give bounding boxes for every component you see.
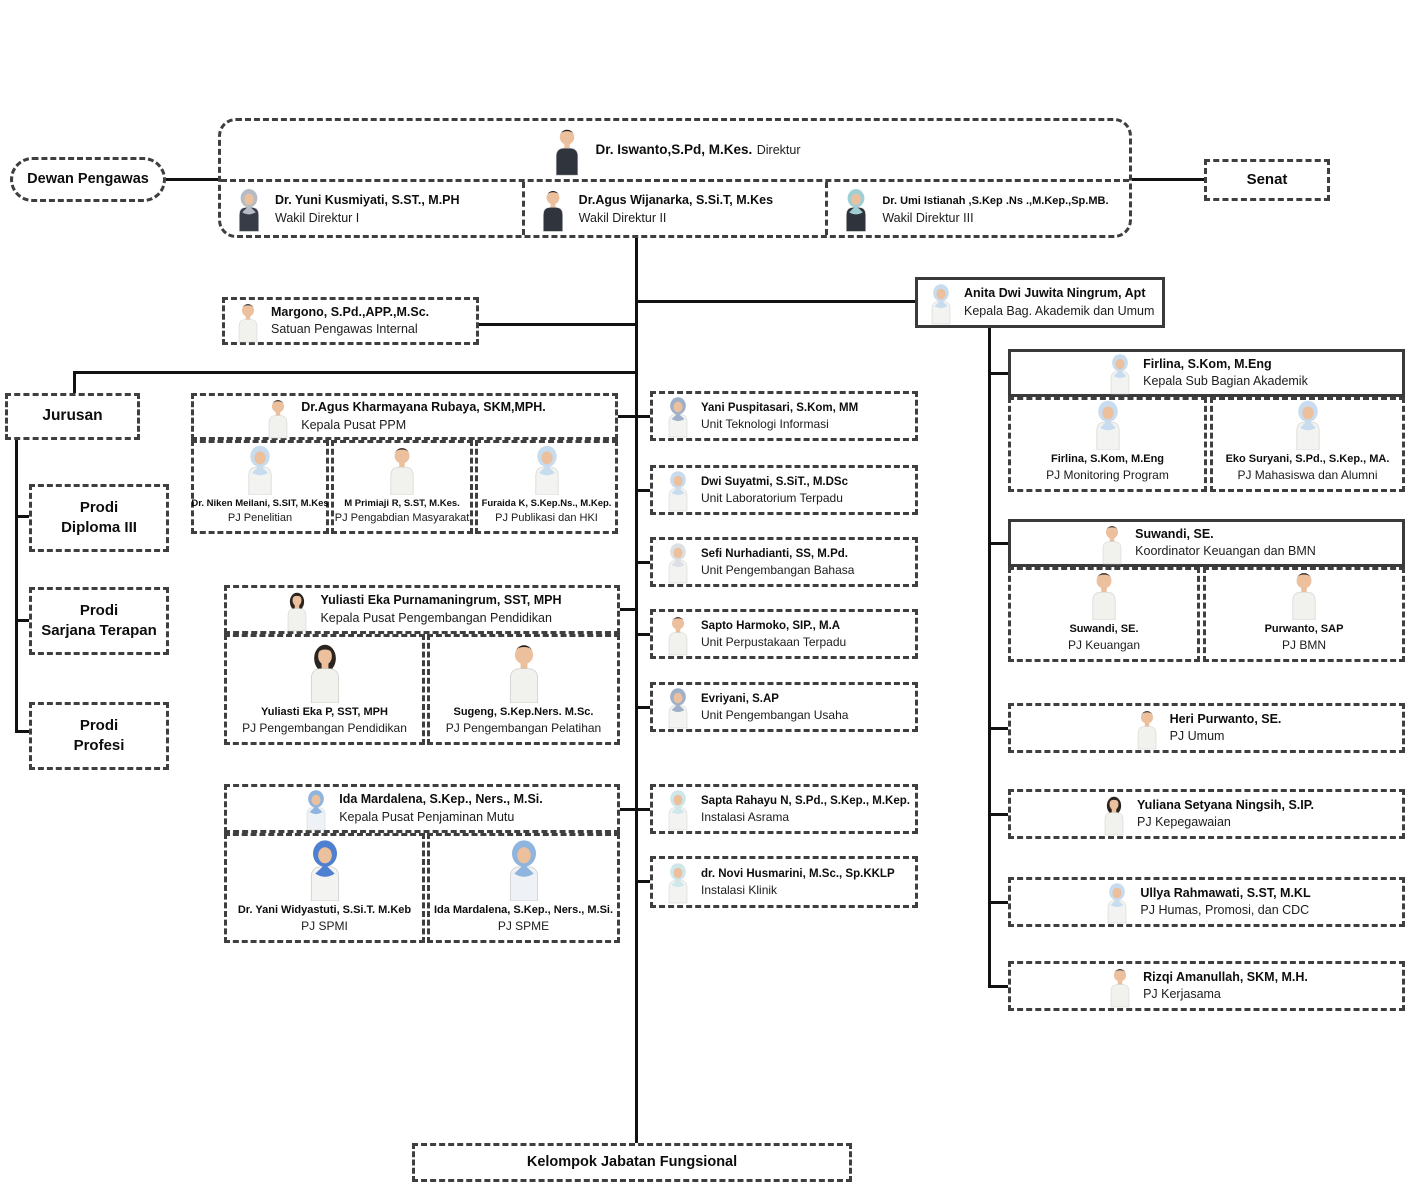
person-photo-akad-pj2 [1289,398,1327,450]
connector-line [166,178,218,181]
person-name: Eko Suryani, S.Pd., S.Kep., MA. [1225,452,1390,465]
prodi-diploma-iii-label-2: Diploma III [61,519,137,536]
connector-line [638,633,650,636]
person-photo-mutu-kepala [301,787,331,831]
connector-line [988,328,991,988]
direktur-name: Dr. Iswanto,S.Pd, M.Kes. [595,142,753,157]
connector-line [635,238,638,1143]
wakil-direktur-3-photo [840,185,872,233]
wakil-direktur-1-card [221,182,522,235]
person-photo-dik-kepala [282,588,312,632]
connector-line [991,727,1008,730]
person-role: Instalasi Asrama [701,809,790,824]
wakil-direktur-1-name: Dr. Yuni Kusmiyati, S.ST., M.PH [275,192,460,207]
person-name: Yuliasti Eka P, SST, MPH [261,705,388,718]
wakil-direktur-3-role: Wakil Direktur III [882,210,974,225]
prodi-diploma-iii-label-1: Prodi [79,498,119,516]
prodi-profesi-label-1: Prodi [79,716,119,734]
person-card-mutu-pj1 [224,833,425,943]
person-photo-unit-ti [663,394,693,438]
person-role: PJ Humas, Promosi, dan CDC [1140,903,1310,917]
person-photo-anita [926,281,956,325]
person-card-anita [915,277,1165,328]
connector-line [991,372,1008,375]
prodi-sarjana-terapan-label-2: Sarjana Terapan [41,622,157,639]
person-photo-unit-bahasa [663,540,693,584]
wakil-direktur-2-photo [537,185,569,233]
person-name: Suwandi, SE. [1135,526,1214,541]
person-role: Unit Pengembangan Usaha [701,707,849,722]
person-card-inst-asrama [650,784,918,834]
jurusan-box [5,393,140,440]
kelompok-jabatan-fungsional-label: Kelompok Jabatan Fungsional [526,1153,738,1170]
connector-line [18,619,29,622]
person-role: Kepala Bag. Akademik dan Umum [964,303,1155,318]
person-card-akad-pj1 [1008,397,1207,492]
person-role: Kepala Pusat Penjaminan Mutu [339,809,515,824]
person-photo-ppm-kepala [263,395,293,439]
senat-label: Senat [1246,170,1288,188]
jurusan-label: Jurusan [42,407,103,425]
person-card-ppm-pj1 [191,440,329,534]
person-photo-inst-asrama [663,787,693,831]
person-role: PJ Pengabdian Masyarakat [334,511,470,524]
person-photo-mutu-pj2 [501,837,547,901]
dewan-pengawas-box [10,157,166,202]
person-name: Firlina, S.Kom, M.Eng [1143,356,1272,371]
person-card-dik-pj1 [224,634,425,745]
wakil-direktur-2-card [522,182,826,235]
connector-line [15,440,18,733]
person-name: Anita Dwi Juwita Ningrum, Apt [964,286,1146,300]
person-name: Furaida K, S.Kep.Ns., M.Kep. [481,498,612,510]
person-role: PJ Umum [1169,729,1225,743]
person-photo-keu-pj1 [1085,568,1123,620]
connector-line [1132,178,1204,181]
person-role: Koordinator Keuangan dan BMN [1135,544,1316,558]
person-name: Evriyani, S.AP [701,692,779,705]
person-photo-akad-kepala [1105,351,1135,395]
person-name: Dwi Suyatmi, S.SiT., M.DSc [701,475,848,488]
direktur-role: Direktur [756,143,801,157]
wakil-direktur-2-name: Dr.Agus Wijanarka, S.Si.T, M.Kes [578,192,774,207]
person-card-akad-kepala [1008,349,1405,397]
prodi-sarjana-terapan-box [29,587,169,655]
connector-line [991,901,1008,904]
person-card-unit-bahasa [650,537,918,587]
person-card-inst-klinik [650,856,918,908]
prodi-sarjana-terapan-label-1: Prodi [79,601,119,619]
person-photo-unit-perpus [663,612,693,656]
wakil-direktur-2-role: Wakil Direktur II [578,210,667,225]
person-role: Unit Pengembangan Bahasa [701,562,855,577]
wakil-direktur-1-role: Wakil Direktur I [275,210,360,225]
person-role: PJ Kepegawaian [1137,815,1231,829]
person-name: Sapto Harmoko, SIP., M.A [701,619,841,632]
person-photo-yuliana [1099,792,1129,836]
person-role: PJ Kerjasama [1143,987,1221,1001]
person-role: Kepala Pusat Pengembangan Pendidikan [320,610,552,625]
direktorat-container [218,118,1132,238]
connector-line [638,300,915,303]
wakil-direktur-3-card [825,182,1129,235]
kelompok-jabatan-fungsional-box [412,1143,852,1182]
wakil-direktur-row [221,179,1129,235]
person-card-margono [222,297,479,345]
prodi-diploma-iii-box [29,484,169,552]
person-name: Margono, S.Pd.,APP.,M.Sc. [271,304,430,319]
connector-line [73,371,635,374]
person-photo-margono [233,299,263,343]
person-card-yuliana [1008,789,1405,839]
person-name: Rizqi Amanullah, SKM, M.H. [1143,969,1308,984]
person-role: Instalasi Klinik [701,882,778,897]
connector-line [618,415,650,418]
person-role: PJ Pengembangan Pendidikan [242,721,407,736]
person-card-keu-pj1 [1008,567,1200,662]
person-name: Dr. Yani Widyastuti, S.Si.T. M.Keb [237,903,412,916]
connector-line [479,323,635,326]
person-role: PJ SPMI [301,919,348,934]
person-name: Sefi Nurhadianti, SS, M.Pd. [701,547,848,560]
connector-line [638,706,650,709]
person-card-ppm-pj3 [475,440,618,534]
person-photo-heri [1132,706,1162,750]
person-name: M Primiaji R, S.ST, M.Kes. [344,498,460,510]
person-photo-inst-klinik [663,860,693,904]
person-card-ppm-kepala [191,393,618,440]
wakil-direktur-3-name: Dr. Umi Istianah ,S.Kep .Ns .,M.Kep.,Sp.MB. [882,194,1109,207]
person-photo-ppm-pj3 [528,443,566,495]
prodi-profesi-label-2: Profesi [73,737,125,754]
connector-line [620,808,650,811]
person-name: Yuliana Setyana Ningsih, S.IP. [1137,797,1314,812]
person-card-unit-ti [650,391,918,441]
person-name: Dr.Agus Kharmayana Rubaya, SKM,MPH. [301,400,546,414]
person-name: Suwandi, SE. [1069,622,1139,635]
person-name: Yani Puspitasari, S.Kom, MM [701,401,859,414]
person-photo-ullya [1102,880,1132,924]
person-name: Sugeng, S.Kep.Ners. M.Sc. [453,705,594,718]
person-card-unit-usaha [650,682,918,732]
person-photo-ppm-pj2 [383,443,421,495]
person-photo-dik-pj1 [302,639,348,703]
person-role: Kepala Sub Bagian Akademik [1143,374,1308,388]
connector-line [18,730,29,733]
person-name: Yuliasti Eka Purnamaningrum, SST, MPH [320,593,562,607]
person-card-keu-kepala [1008,519,1405,567]
person-role: Unit Perpustakaan Terpadu [701,634,847,649]
connector-line [991,813,1008,816]
person-role: Kepala Pusat PPM [301,417,407,432]
connector-line [638,489,650,492]
person-role: Unit Laboratorium Terpadu [701,490,843,505]
person-photo-unit-lab [663,468,693,512]
connector-line [18,515,29,518]
person-role: PJ Publikasi dan HKI [495,511,598,524]
person-card-keu-pj2 [1203,567,1405,662]
person-photo-unit-usaha [663,685,693,729]
person-card-rizqi [1008,961,1405,1011]
person-role: Unit Teknologi Informasi [701,416,829,431]
person-role: PJ Mahasiswa dan Alumni [1237,468,1378,483]
person-card-unit-lab [650,465,918,515]
person-role: PJ Pengembangan Pelatihan [445,721,602,736]
direktur-photo [549,124,585,176]
person-name: Sapta Rahayu N, S.Pd., S.Kep., M.Kep. [701,794,910,807]
person-photo-akad-pj1 [1089,398,1127,450]
person-role: PJ BMN [1281,638,1326,653]
person-name: Heri Purwanto, SE. [1169,711,1282,726]
person-name: Ida Mardalena, S.Kep., Ners., M.Si. [433,903,614,916]
connector-line [991,542,1008,545]
person-role: PJ Penelitian [227,511,293,524]
person-photo-rizqi [1105,964,1135,1008]
connector-line [638,561,650,564]
person-card-unit-perpus [650,609,918,659]
person-name: Firlina, S.Kom, M.Eng [1050,452,1165,465]
person-card-akad-pj2 [1210,397,1405,492]
person-name: dr. Novi Husmarini, M.Sc., Sp.KKLP [701,867,895,880]
person-photo-keu-pj2 [1285,568,1323,620]
person-name: Dr. Niken Meilani, S.SIT, M.Kes [191,498,329,510]
person-role: PJ Keuangan [1067,638,1141,653]
person-card-heri [1008,703,1405,753]
person-card-mutu-kepala [224,784,620,833]
person-card-ppm-pj2 [331,440,473,534]
prodi-profesi-box [29,702,169,770]
person-card-mutu-pj2 [427,833,620,943]
connector-line [638,880,650,883]
person-role: PJ SPME [497,919,550,934]
connector-line [73,371,76,393]
person-photo-dik-pj2 [501,639,547,703]
direktur-card [221,121,1129,179]
person-role: PJ Monitoring Program [1046,468,1169,483]
dewan-pengawas-label: Dewan Pengawas [27,170,149,187]
person-name: Purwanto, SAP [1264,622,1344,635]
person-card-dik-kepala [224,585,620,634]
person-name: Ullya Rahmawati, S.ST, M.KL [1140,885,1311,900]
senat-box [1204,159,1330,201]
person-photo-mutu-pj1 [302,837,348,901]
wakil-direktur-1-photo [233,185,265,233]
person-card-ullya [1008,877,1405,927]
person-name: Ida Mardalena, S.Kep., Ners., M.Si. [339,792,543,806]
person-card-dik-pj2 [427,634,620,745]
person-photo-ppm-pj1 [241,443,279,495]
connector-line [620,608,638,611]
person-photo-keu-kepala [1097,521,1127,565]
person-role: Satuan Pengawas Internal [271,322,418,336]
connector-line [991,985,1008,988]
